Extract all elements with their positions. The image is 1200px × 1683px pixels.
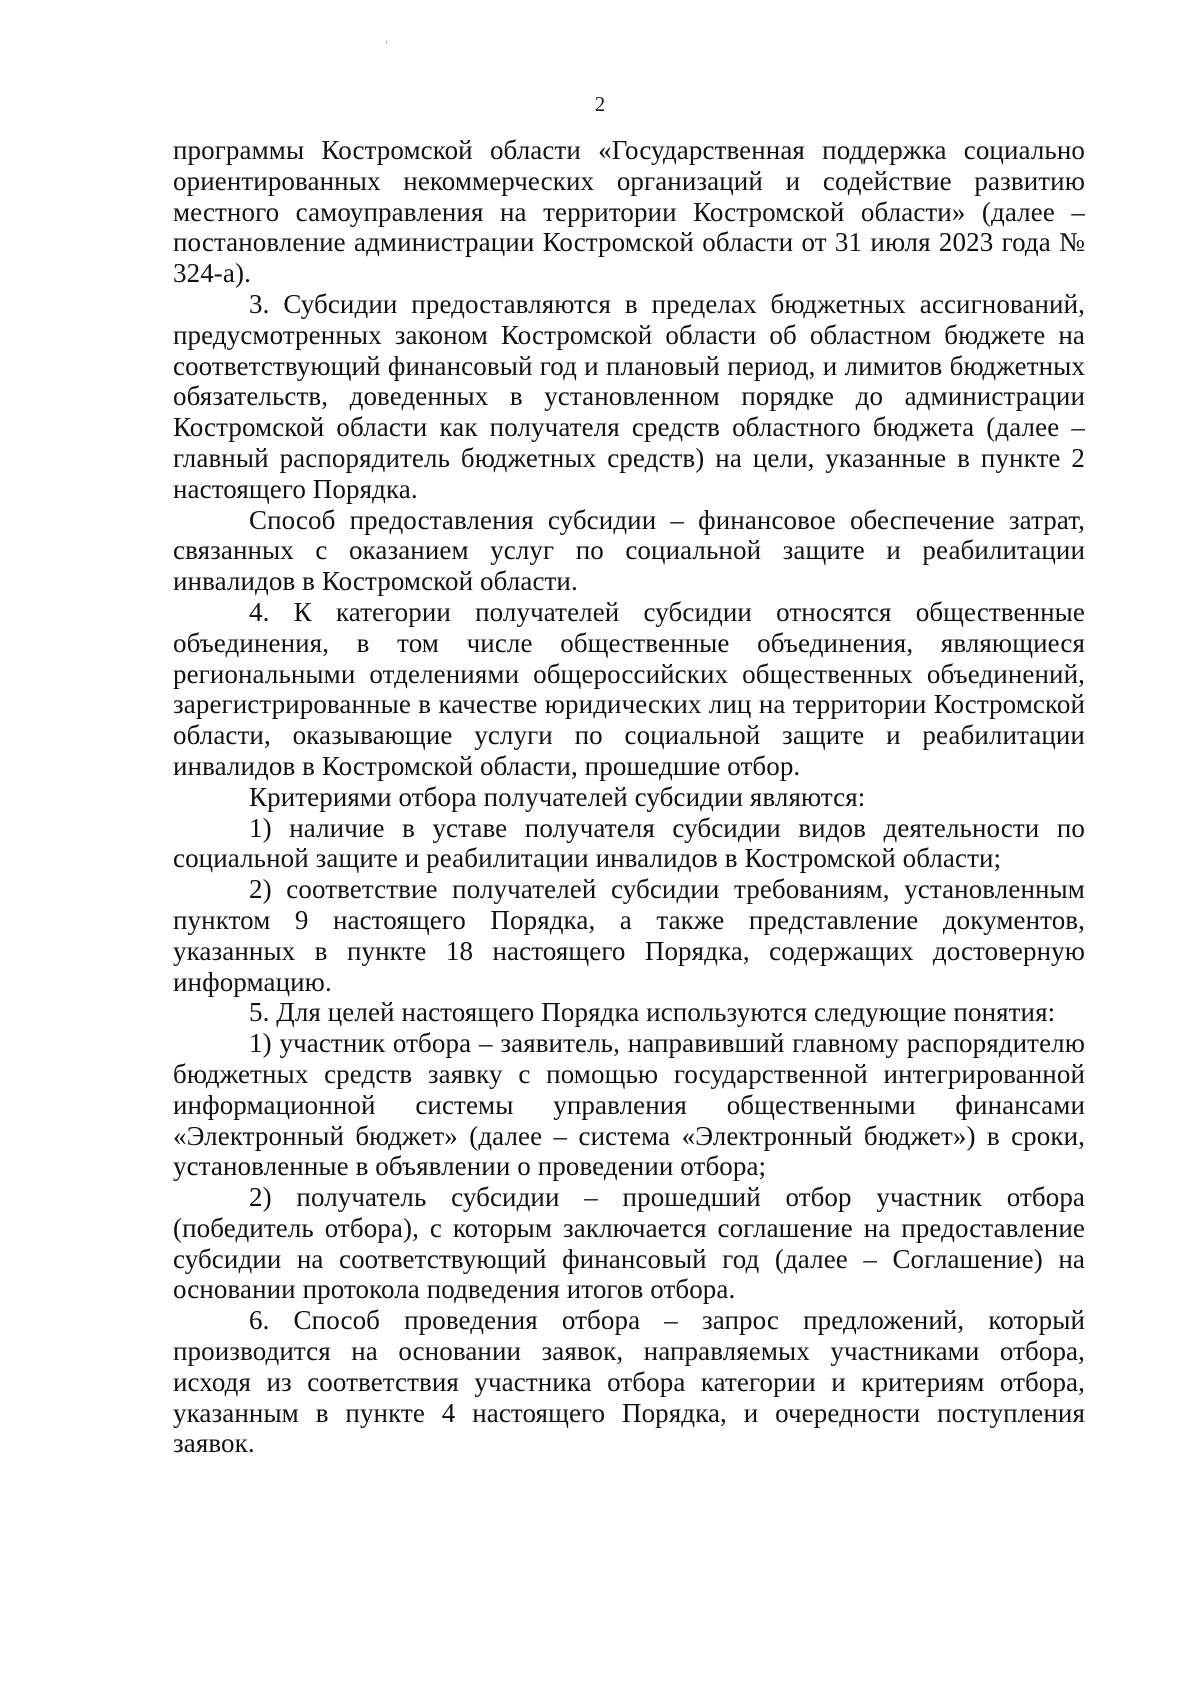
document-body: [173, 135, 1085, 1459]
paragraph-item-5: 5. Для целей настоящего Порядка используются следующие понятия:: [249, 997, 1056, 1028]
paragraph-continuation: программы Костромской области «Государственная поддержка социально ориентированных некоммерческих организаций и содействие развитию местного самоуправления на территории Костромской области» (далее – постановление администрации Костромской области от 31 июля 2023 года № 324-а).: [173, 135, 1085, 289]
paragraph-subsidy-method: Способ предоставления субсидии – финансовое обеспечение затрат, связанных с оказанием услуг по социальной защите и реабилитации инвалидов в Костромской области.: [173, 504, 1085, 597]
paragraph-criterion-1: 1) наличие в уставе получателя субсидии видов деятельности по социальной защите и реабилитации инвалидов в Костромской области;: [173, 812, 1085, 874]
scan-speck: [386, 41, 387, 44]
paragraph-item-4: 4. К категории получателей субсидии относятся общественные объединения, в том числе общественные объединения, являющиеся региональными отделениями общероссийских общественных объединений, зарегистрированные в качестве юридических лиц на территории Костромской области, оказывающие услуги по социальной защите и реабилитации инвалидов в Костромской области, прошедшие отбор.: [173, 596, 1085, 781]
page-number: 2: [594, 92, 606, 116]
paragraph-criteria-heading: Критериями отбора получателей субсидии являются:: [249, 781, 866, 812]
paragraph-item-3: 3. Субсидии предоставляются в пределах бюджетных ассигнований, предусмотренных законом Костромской области об областном бюджете на соответствующий финансовый год и плановый период, и лимитов бюджетных обязательств, доведенных в установленном порядке до администрации Костромской области как получателя средств областного бюджета (далее – главный распорядитель бюджетных средств) на цели, указанные в пункте 2 настоящего Порядка.: [173, 288, 1085, 504]
paragraph-criterion-2: 2) соответствие получателей субсидии требованиям, установленным пунктом 9 настоящего Порядка, а также представление документов, указанных в пункте 18 настоящего Порядка, содержащих достоверную информацию.: [173, 874, 1085, 997]
paragraph-definition-2: 2) получатель субсидии – прошедший отбор участник отбора (победитель отбора), с которым заключается соглашение на предоставление субсидии на соответствующий финансовый год (далее – Соглашение) на основании протокола подведения итогов отбора.: [173, 1182, 1085, 1305]
paragraph-item-6: 6. Способ проведения отбора – запрос предложений, который производится на основании заявок, направляемых участниками отбора, исходя из соответствия участника отбора категории и критериям отбора, указанным в пункте 4 настоящего Порядка, и очередности поступления заявок.: [173, 1305, 1085, 1459]
paragraph-definition-1: 1) участник отбора – заявитель, направивший главному распорядителю бюджетных средств заявку с помощью государственной интегрированной информационной системы управления общественными финансами «Электронный бюджет» (далее – система «Электронный бюджет») в сроки, установленные в объявлении о проведении отбора;: [173, 1028, 1085, 1182]
